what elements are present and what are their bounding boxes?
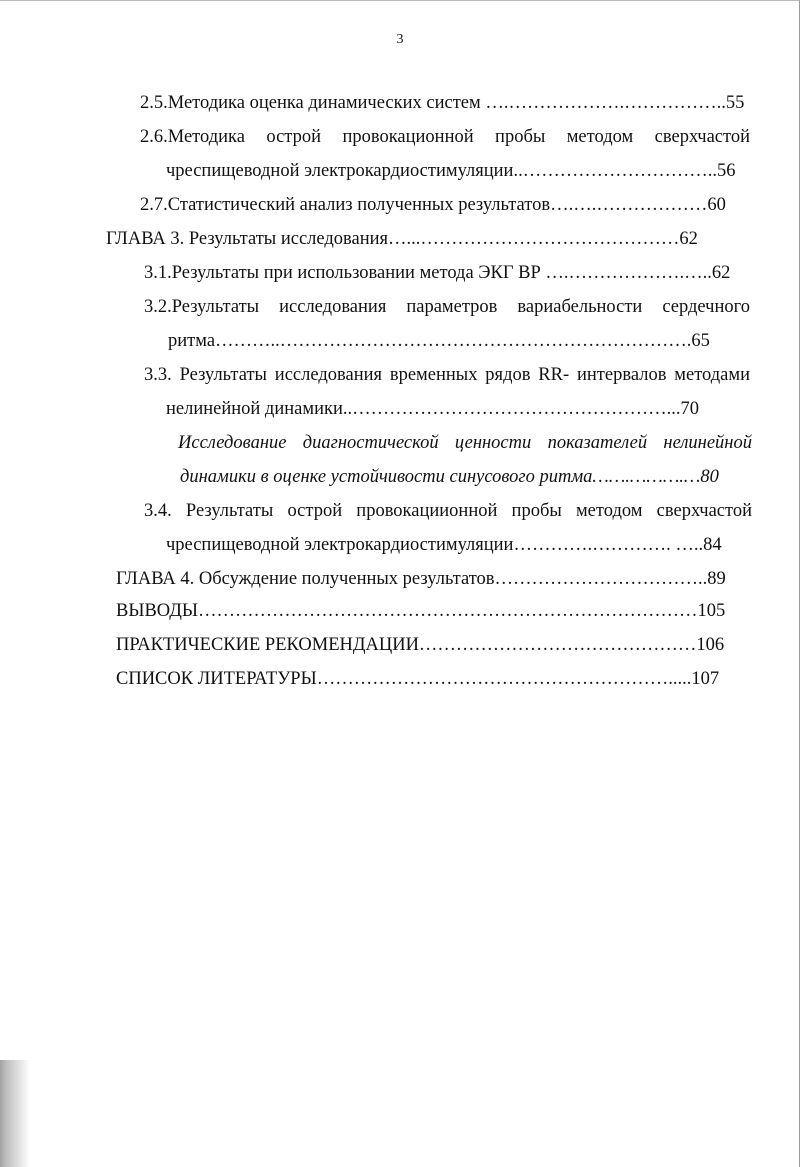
toc-entry-3-4-line1: 3.4. Результаты острой провокациионной пробы методом сверхчастой xyxy=(144,501,752,521)
toc-entry-3-3-line2: нелинейной динамики..……………………………………………...70 xyxy=(166,399,699,419)
page-number: 3 xyxy=(396,32,404,47)
toc-entry-2-7: 2.7.Статистический анализ полученных результатов….….………………60 xyxy=(140,195,726,215)
toc-practical-recommendations: ПРАКТИЧЕСКИЕ РЕКОМЕНДАЦИИ………………………………………106 xyxy=(116,635,725,655)
toc-entry-2-6-line1: 2.6.Методика острой провокационной пробы методом сверхчастой xyxy=(140,127,750,147)
toc-entry-2-6-line2: чреспищеводной электрокардиостимуляции..…………………………..56 xyxy=(166,161,736,181)
toc-entry-3-3-line1: 3.3. Результаты исследования временных рядов RR- интервалов методами xyxy=(144,365,750,385)
toc-subentry-3-3-line2: динамики в оценке устойчивости синусового ритма…….……….…80 xyxy=(180,467,719,487)
toc-chapter-3: ГЛАВА 3. Результаты исследования…...……………………………………62 xyxy=(106,229,698,249)
toc-subentry-3-3-line1: Исследование диагностической ценности показателей нелинейной xyxy=(178,433,752,453)
toc-entry-3-2-line2: ритма………..………………………………………………………….65 xyxy=(168,331,710,351)
toc-entry-2-5: 2.5.Методика оценка динамических систем ….……………….……………..55 xyxy=(140,93,745,113)
toc-entry-3-4-line2: чреспищеводной электрокардиостимуляции………….…………. …..84 xyxy=(166,535,722,555)
scan-artifact xyxy=(0,1060,30,1167)
toc-entry-3-2-line1: 3.2.Результаты исследования параметров вариабельности сердечного xyxy=(144,297,750,317)
toc-entry-3-1: 3.1.Результаты при использовании метода ЭКГ ВР ….……………….…..62 xyxy=(144,263,731,283)
toc-conclusions: ВЫВОДЫ………………………………………………………………………105 xyxy=(116,601,726,621)
toc-references: СПИСОК ЛИТЕРАТУРЫ………………………………………………….....107 xyxy=(116,669,720,689)
toc-chapter-4: ГЛАВА 4. Обсуждение полученных результатов……………………………..89 xyxy=(116,569,726,589)
